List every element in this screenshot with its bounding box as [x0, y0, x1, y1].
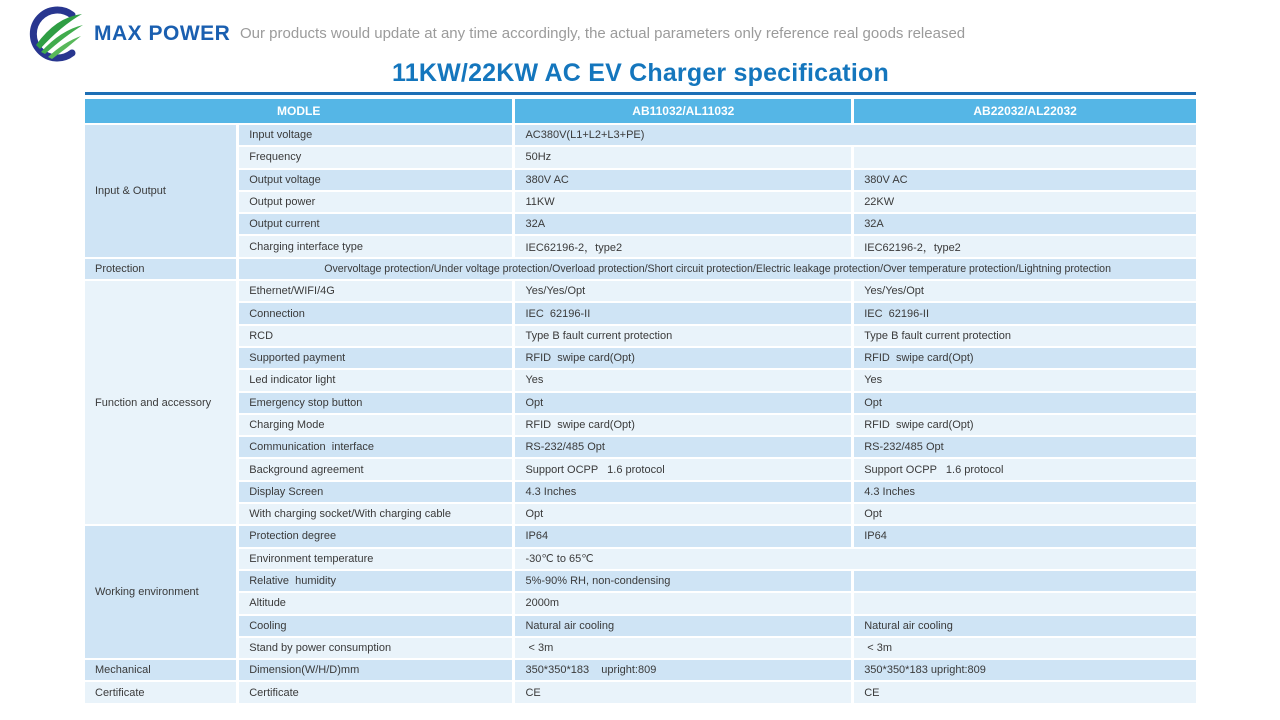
- value-cell-model-2: < 3m: [854, 638, 1196, 658]
- spec-label-cell: Environment temperature: [239, 549, 512, 569]
- spec-table-row: [85, 348, 1196, 368]
- value-cell-model-1: RFID swipe card(Opt): [515, 415, 851, 435]
- group-label-cell: Input & Output: [85, 125, 236, 257]
- spec-label-cell: Output voltage: [239, 170, 512, 190]
- value-cell-model-2: CE: [854, 682, 1196, 702]
- value-cell-model-1: 2000m: [515, 593, 851, 613]
- value-cell-model-2: Natural air cooling: [854, 616, 1196, 636]
- value-cell-model-2: [854, 593, 1196, 613]
- spec-table-row: [85, 236, 1196, 256]
- spec-label-cell: RCD: [239, 326, 512, 346]
- value-cell-model-1: Opt: [515, 393, 851, 413]
- value-cell-model-1: Type B fault current protection: [515, 326, 851, 346]
- value-cell-model-1: 11KW: [515, 192, 851, 212]
- spec-table-row: [85, 437, 1196, 457]
- spec-table-row: [85, 170, 1196, 190]
- value-cell-model-1: IEC62196-2，type2: [515, 236, 851, 256]
- spec-table-row: [85, 549, 1196, 569]
- value-cell-model-2: 22KW: [854, 192, 1196, 212]
- value-cell-model-2: Type B fault current protection: [854, 326, 1196, 346]
- value-cell-model-1: RFID swipe card(Opt): [515, 348, 851, 368]
- value-cell-model-1: Opt: [515, 504, 851, 524]
- spec-table-row: [85, 326, 1196, 346]
- merged-value-cell: -30℃ to 65℃: [515, 549, 1196, 569]
- value-cell-model-2: RFID swipe card(Opt): [854, 415, 1196, 435]
- value-cell-model-2: Support OCPP 1.6 protocol: [854, 459, 1196, 479]
- value-cell-model-1: 32A: [515, 214, 851, 234]
- spec-label-cell: Display Screen: [239, 482, 512, 502]
- value-cell-model-2: RS-232/485 Opt: [854, 437, 1196, 457]
- spec-table-row: [85, 660, 1196, 680]
- spec-table-header-row: [85, 99, 1196, 123]
- spec-table-row: [85, 482, 1196, 502]
- spec-table-row: [85, 616, 1196, 636]
- value-cell-model-2: [854, 571, 1196, 591]
- spec-table-row: [85, 303, 1196, 323]
- spec-label-cell: Ethernet/WIFI/4G: [239, 281, 512, 301]
- spec-table-row: [85, 281, 1196, 301]
- spec-label-cell: Frequency: [239, 147, 512, 167]
- brand-tagline: Our products would update at any time accordingly, the actual parameters only reference real goods released: [240, 25, 966, 42]
- group-label-cell: Mechanical: [85, 660, 236, 680]
- header-cell-model-2: AB22032/AL22032: [854, 99, 1196, 123]
- value-cell-model-1: 5%-90% RH, non-condensing: [515, 571, 851, 591]
- value-cell-model-1: Support OCPP 1.6 protocol: [515, 459, 851, 479]
- value-cell-model-1: RS-232/485 Opt: [515, 437, 851, 457]
- spec-table-row: [85, 593, 1196, 613]
- spec-table-row: [85, 393, 1196, 413]
- spec-table-row: [85, 192, 1196, 212]
- value-cell-model-2: Opt: [854, 504, 1196, 524]
- value-cell-model-1: IEC 62196-II: [515, 303, 851, 323]
- spec-table-row: [85, 571, 1196, 591]
- spec-table-row: [85, 214, 1196, 234]
- spec-table-row: [85, 125, 1196, 145]
- spec-label-cell: Connection: [239, 303, 512, 323]
- spec-label-cell: Cooling: [239, 616, 512, 636]
- value-cell-model-2: Yes/Yes/Opt: [854, 281, 1196, 301]
- value-cell-model-2: 350*350*183 upright:809: [854, 660, 1196, 680]
- brand-header: [0, 0, 1280, 62]
- group-label-cell: Certificate: [85, 682, 236, 702]
- merged-value-cell: AC380V(L1+L2+L3+PE): [515, 125, 1196, 145]
- spec-label-cell: Charging interface type: [239, 236, 512, 256]
- spec-table-row: [85, 259, 1196, 279]
- value-cell-model-2: Yes: [854, 370, 1196, 390]
- value-cell-model-1: 4.3 Inches: [515, 482, 851, 502]
- group-label-cell: Working environment: [85, 526, 236, 658]
- spec-label-cell: Stand by power consumption: [239, 638, 512, 658]
- spec-table-row: [85, 459, 1196, 479]
- page-title: 11KW/22KW AC EV Charger specification: [392, 59, 889, 87]
- spec-label-cell: Supported payment: [239, 348, 512, 368]
- value-cell-model-2: RFID swipe card(Opt): [854, 348, 1196, 368]
- value-cell-model-2: 32A: [854, 214, 1196, 234]
- value-cell-model-1: 350*350*183 upright:809: [515, 660, 851, 680]
- value-cell-model-1: < 3m: [515, 638, 851, 658]
- header-cell-model: MODLE: [85, 99, 512, 123]
- value-cell-model-1: 380V AC: [515, 170, 851, 190]
- value-cell-model-1: 50Hz: [515, 147, 851, 167]
- value-cell-model-1: CE: [515, 682, 851, 702]
- value-cell-model-1: Yes/Yes/Opt: [515, 281, 851, 301]
- value-cell-model-1: IP64: [515, 526, 851, 546]
- brand-name: MAX POWER: [94, 22, 231, 45]
- spec-label-cell: Led indicator light: [239, 370, 512, 390]
- header-cell-model-1: AB11032/AL11032: [515, 99, 851, 123]
- max-power-logo-icon: [28, 5, 92, 63]
- value-cell-model-2: Opt: [854, 393, 1196, 413]
- spec-table-row: [85, 682, 1196, 702]
- spec-label-cell: Output current: [239, 214, 512, 234]
- spec-label-cell: Dimension(W/H/D)mm: [239, 660, 512, 680]
- value-cell-model-1: Yes: [515, 370, 851, 390]
- value-cell-model-2: 4.3 Inches: [854, 482, 1196, 502]
- spec-label-cell: Background agreement: [239, 459, 512, 479]
- spec-label-cell: Certificate: [239, 682, 512, 702]
- spec-table-row: [85, 147, 1196, 167]
- title-rule: [85, 92, 1196, 95]
- spec-label-cell: With charging socket/With charging cable: [239, 504, 512, 524]
- spec-table-row: [85, 526, 1196, 546]
- spec-table-row: [85, 504, 1196, 524]
- value-cell-model-1: Natural air cooling: [515, 616, 851, 636]
- value-cell-model-2: [854, 147, 1196, 167]
- value-cell-model-2: IP64: [854, 526, 1196, 546]
- group-label-cell: Function and accessory: [85, 281, 236, 524]
- merged-value-cell: Overvoltage protection/Under voltage protection/Overload protection/Short circuit protection/Electric leakage protection/Over temperature protection/Lightning protection: [239, 259, 1196, 279]
- spec-table-row: [85, 370, 1196, 390]
- spec-label-cell: Output power: [239, 192, 512, 212]
- spec-label-cell: Relative humidity: [239, 571, 512, 591]
- spec-label-cell: Altitude: [239, 593, 512, 613]
- value-cell-model-2: 380V AC: [854, 170, 1196, 190]
- spec-table-row: [85, 638, 1196, 658]
- spec-label-cell: Emergency stop button: [239, 393, 512, 413]
- group-label-cell: Protection: [85, 259, 236, 279]
- spec-label-cell: Protection degree: [239, 526, 512, 546]
- spec-label-cell: Communication interface: [239, 437, 512, 457]
- value-cell-model-2: IEC 62196-II: [854, 303, 1196, 323]
- spec-label-cell: Input voltage: [239, 125, 512, 145]
- spec-table: [82, 97, 1199, 705]
- spec-label-cell: Charging Mode: [239, 415, 512, 435]
- value-cell-model-2: IEC62196-2，type2: [854, 236, 1196, 256]
- spec-table-row: [85, 415, 1196, 435]
